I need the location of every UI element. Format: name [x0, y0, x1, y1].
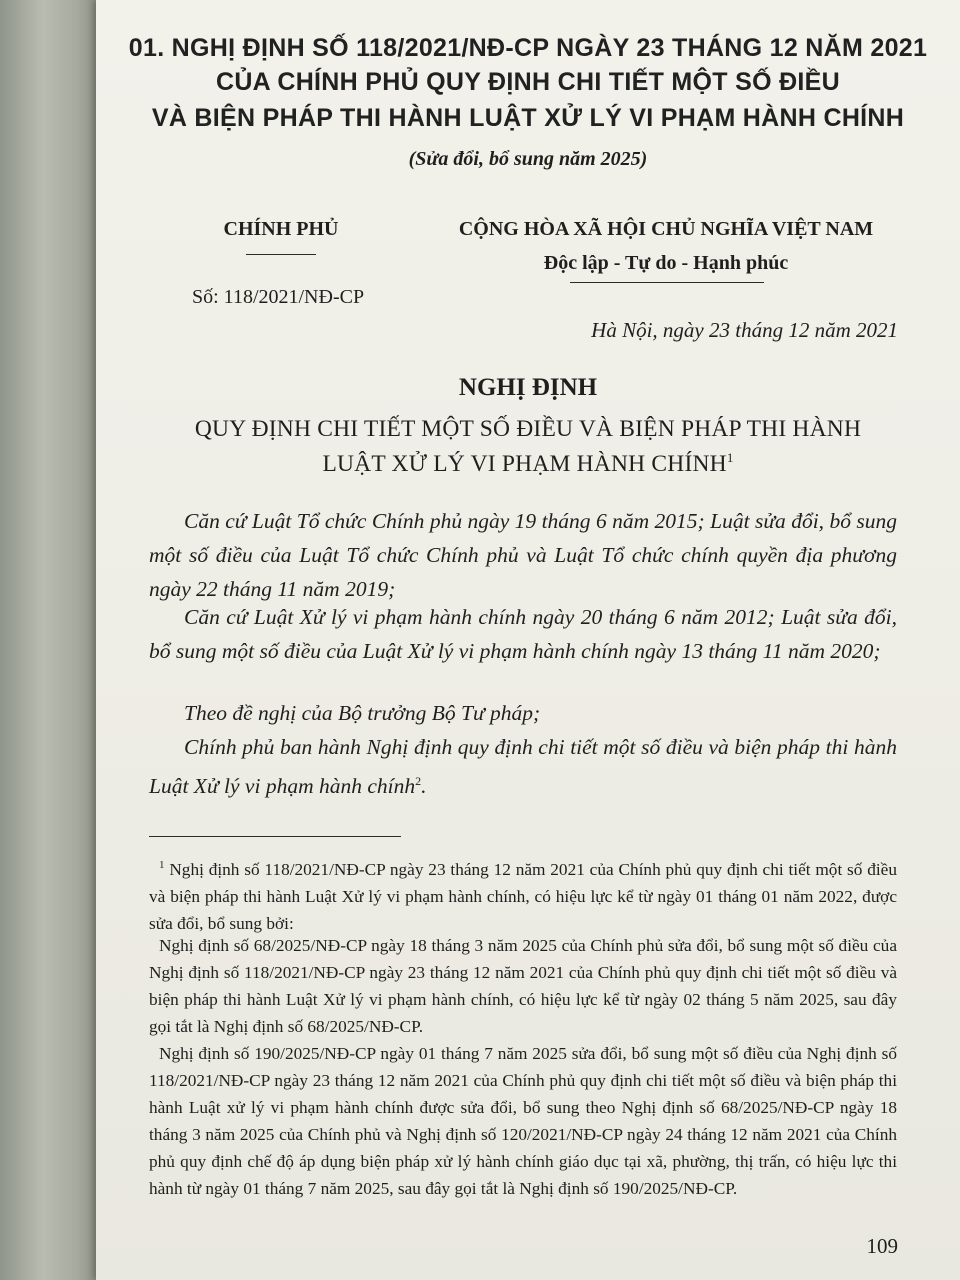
footnote-1-amendment-68: Nghị định số 68/2025/NĐ-CP ngày 18 tháng 3 năm 2025 của Chính phủ sửa đổi, bổ sung một số điều của Nghị định số 118/2021/NĐ-CP ngày 23 tháng 12 năm 2021 của Chính phủ quy định chi tiết một số điều và biện pháp thi hành Luật Xử lý vi phạm hành chính, có hiệu lực kể từ ngày 02 tháng 5 năm 2025, sau đây gọi tắt là Nghị định số 68/2025/NĐ-CP. — [149, 936, 897, 1036]
issuing-agency: CHÍNH PHỦ — [223, 218, 339, 240]
footnote-1-amendment-190: Nghị định số 190/2025/NĐ-CP ngày 01 tháng 7 năm 2025 sửa đổi, bổ sung một số điều của Nghị định số 118/2021/NĐ-CP ngày 23 tháng 12 năm 2021 của Chính phủ quy định chi tiết một số điều và biện pháp thi hành Luật xử lý vi phạm hành chính được sửa đổi, bổ sung theo Nghị định số 68/2025/NĐ-CP ngày 18 tháng 3 năm 2025 của Chính phủ và Nghị định số 120/2021/NĐ-CP ngày 24 tháng 12 năm 2021 của Chính phủ quy định chế độ áp dụng biện pháp xử lý hành chính giáo dục tại xã, phường, thị trấn, có hiệu lực thi hành từ ngày 01 tháng 7 năm 2025, sau đây gọi tắt là Nghị định số 190/2025/NĐ-CP. — [149, 1044, 897, 1198]
motto-underline — [570, 282, 764, 283]
footnote-1-intro — [149, 852, 897, 937]
preamble-paragraph-4-text: Chính phủ ban hành Nghị định quy định chi tiết một số điều và biện pháp thi hành Luật Xử lý vi phạm hành chính — [149, 735, 897, 799]
heading-line-2: CỦA CHÍNH PHỦ QUY ĐỊNH CHI TIẾT MỘT SỐ ĐIỀU — [215, 68, 841, 96]
preamble-paragraph-3: Theo đề nghị của Bộ trưởng Bộ Tư pháp; — [184, 701, 541, 725]
footnote-ref-1: 1 — [726, 450, 734, 465]
decree-title-line-2 — [96, 450, 960, 478]
decree-number: Số: 118/2021/NĐ-CP — [192, 286, 365, 308]
preamble-paragraph-1: Căn cứ Luật Tổ chức Chính phủ ngày 19 tháng 6 năm 2015; Luật sửa đổi, bổ sung một số điều của Luật Tổ chức Chính phủ và Luật Tổ chức chính quyền địa phương ngày 22 tháng 11 năm 2019; — [149, 509, 897, 601]
decree-title-line-1: QUY ĐỊNH CHI TIẾT MỘT SỐ ĐIỀU VÀ BIỆN PHÁP THI HÀNH — [194, 416, 862, 442]
heading-line-3: VÀ BIỆN PHÁP THI HÀNH LUẬT XỬ LÝ VI PHẠM HÀNH CHÍNH — [151, 104, 905, 132]
book-page — [96, 0, 960, 1280]
heading-line-1: 01. NGHỊ ĐỊNH SỐ 118/2021/NĐ-CP NGÀY 23 THÁNG 12 NĂM 2021 — [128, 34, 928, 62]
amendment-note: (Sửa đổi, bổ sung năm 2025) — [408, 148, 648, 170]
footnote-ref-2: 2 — [415, 774, 422, 788]
preamble-paragraph-2: Căn cứ Luật Xử lý vi phạm hành chính ngày 20 tháng 6 năm 2012; Luật sửa đổi, bổ sung một số điều của Luật Xử lý vi phạm hành chính ngày 13 tháng 11 năm 2020; — [149, 605, 897, 663]
agency-underline — [246, 254, 316, 255]
page-number: 109 — [866, 1234, 898, 1258]
facing-page-edge — [0, 0, 96, 1280]
preamble-paragraph-4 — [149, 730, 897, 803]
footnote-marker: 1 — [159, 859, 165, 871]
nation-name: CỘNG HÒA XÃ HỘI CHỦ NGHĨA VIỆT NAM — [458, 218, 874, 240]
national-motto: Độc lập - Tự do - Hạnh phúc — [543, 252, 789, 274]
footnote-separator — [149, 836, 401, 837]
decree-title-text: LUẬT XỬ LÝ VI PHẠM HÀNH CHÍNH — [322, 450, 727, 477]
footnote-1-text: Nghị định số 118/2021/NĐ-CP ngày 23 tháng 12 năm 2021 của Chính phủ quy định chi tiết một số điều và biện pháp thi hành Luật Xử lý vi phạm hành chính, có hiệu lực kể từ ngày 01 tháng 01 năm 2022, được sửa đổi, bổ sung bởi: — [149, 859, 897, 933]
decree-kind: NGHỊ ĐỊNH — [458, 374, 598, 401]
preamble-paragraph-4-end: . — [421, 774, 427, 799]
place-and-date: Hà Nội, ngày 23 tháng 12 năm 2021 — [591, 318, 898, 342]
